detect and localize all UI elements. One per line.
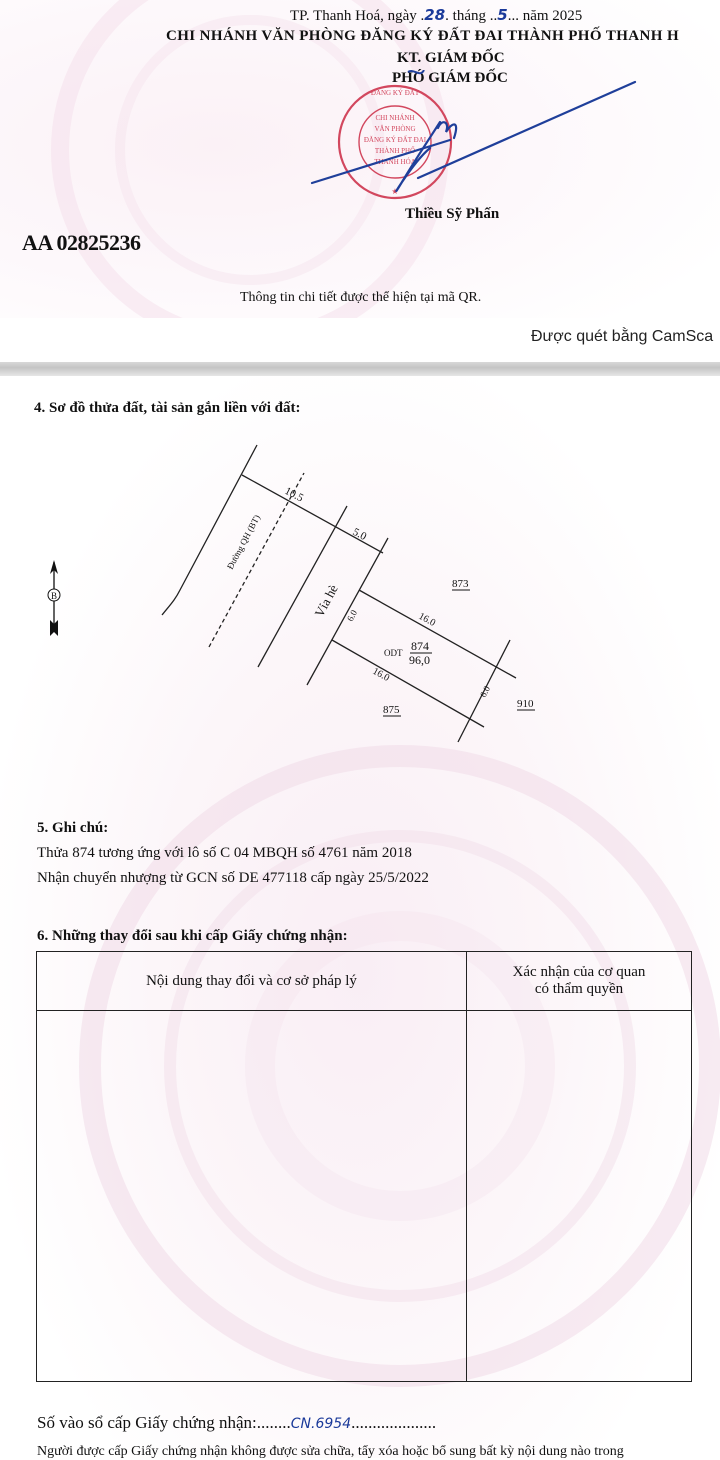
land-plot-diagram: [0, 430, 720, 760]
official-stamp-and-signature: [300, 70, 640, 210]
svg-text:910: 910: [517, 698, 534, 710]
changes-table: [36, 951, 692, 1382]
svg-text:ĐĂNG KÝ ĐẤT: ĐĂNG KÝ ĐẤT: [370, 89, 420, 97]
initials-mark-icon: [408, 70, 424, 73]
svg-text:5.0: 5.0: [350, 525, 369, 543]
svg-text:B: B: [50, 591, 58, 601]
svg-text:16.0: 16.0: [416, 610, 438, 629]
issuing-agency: CHI NHÁNH VĂN PHÒNG ĐĂNG KÝ ĐẤT ĐAI THÀNH PHỐ THANH H: [166, 28, 680, 44]
handwritten-month: 5: [497, 6, 508, 24]
svg-text:★: ★: [391, 187, 399, 196]
note-line-1: Thửa 874 tương ứng với lô số C 04 MBQH số 4761 năm 2018: [37, 845, 412, 861]
signature-kt-label: KT. GIÁM ĐỐC: [397, 50, 505, 66]
svg-text:VĂN PHÒNG: VĂN PHÒNG: [374, 125, 416, 133]
svg-text:875: 875: [383, 704, 400, 716]
registry-number-line: Số vào sổ cấp Giấy chứng nhận:........CN.6954....................: [37, 1413, 437, 1432]
camscanner-watermark: Được quét bằng CamSca: [531, 328, 714, 345]
svg-text:6.0: 6.0: [344, 608, 360, 623]
page-divider: [0, 362, 720, 376]
svg-text:THÀNH PHỐ: THÀNH PHỐ: [374, 147, 416, 155]
svg-text:873: 873: [452, 578, 469, 590]
parcel-top-side: [359, 590, 516, 678]
svg-text:Vỉa hè: Vỉa hè: [311, 582, 341, 620]
note-line-2: Nhận chuyển nhượng từ GCN số DE 477118 cấp ngày 25/5/2022: [37, 870, 429, 886]
section5-title: 5. Ghi chú:: [37, 820, 109, 836]
header-change-content: Nội dung thay đổi và cơ sở pháp lý: [37, 952, 467, 1011]
table-row-empty: [37, 1011, 692, 1382]
official-stamp-icon: [339, 86, 451, 198]
change-content-cell: [37, 1011, 467, 1382]
svg-text:CHI NHÁNH: CHI NHÁNH: [375, 114, 415, 122]
table-header-row: [37, 952, 692, 1011]
svg-text:874: 874: [411, 639, 429, 653]
section6-title: 6. Những thay đổi sau khi cấp Giấy chứng nhận:: [37, 928, 348, 944]
parcel-bottom-side: [332, 640, 484, 727]
issue-date-line: TP. Thanh Hoá, ngày .28. tháng ..5... năm 2025: [290, 6, 583, 24]
svg-text:ODT: ODT: [384, 648, 403, 658]
north-arrow-icon: [48, 560, 60, 636]
header-authority-confirmation: Xác nhận của cơ quan có thẩm quyền: [467, 952, 692, 1011]
section4-title: 4. Sơ đồ thửa đất, tài sản gắn liền với đất:: [34, 400, 301, 416]
warning-text: Người được cấp Giấy chứng nhận không được sửa chữa, tẩy xóa hoặc bổ sung bất kỳ nội dung nào trong: [37, 1444, 624, 1459]
qr-note: Thông tin chi tiết được thể hiện tại mã QR.: [240, 290, 482, 305]
svg-text:96,0: 96,0: [409, 653, 430, 667]
svg-text:THANH HÓA: THANH HÓA: [374, 158, 416, 166]
svg-text:ĐĂNG KÝ ĐẤT ĐAI: ĐĂNG KÝ ĐẤT ĐAI: [363, 136, 427, 144]
certificate-serial-number: AA 02825236: [22, 230, 141, 255]
handwritten-registry-number: CN.6954: [290, 1416, 352, 1432]
authority-confirmation-cell: [467, 1011, 692, 1382]
certificate-page-top: [0, 0, 720, 362]
handwritten-day: 28: [424, 6, 446, 24]
svg-text:6.0: 6.0: [477, 684, 493, 699]
road-edge-line: [162, 445, 257, 615]
svg-text:Đường QH (BT): Đường QH (BT): [224, 513, 263, 571]
svg-text:16.0: 16.0: [370, 665, 392, 684]
signature-title: PHÓ GIÁM ĐỐC: [392, 70, 508, 86]
signer-name: Thiều Sỹ Phấn: [405, 206, 500, 222]
svg-text:10.5: 10.5: [282, 484, 306, 505]
